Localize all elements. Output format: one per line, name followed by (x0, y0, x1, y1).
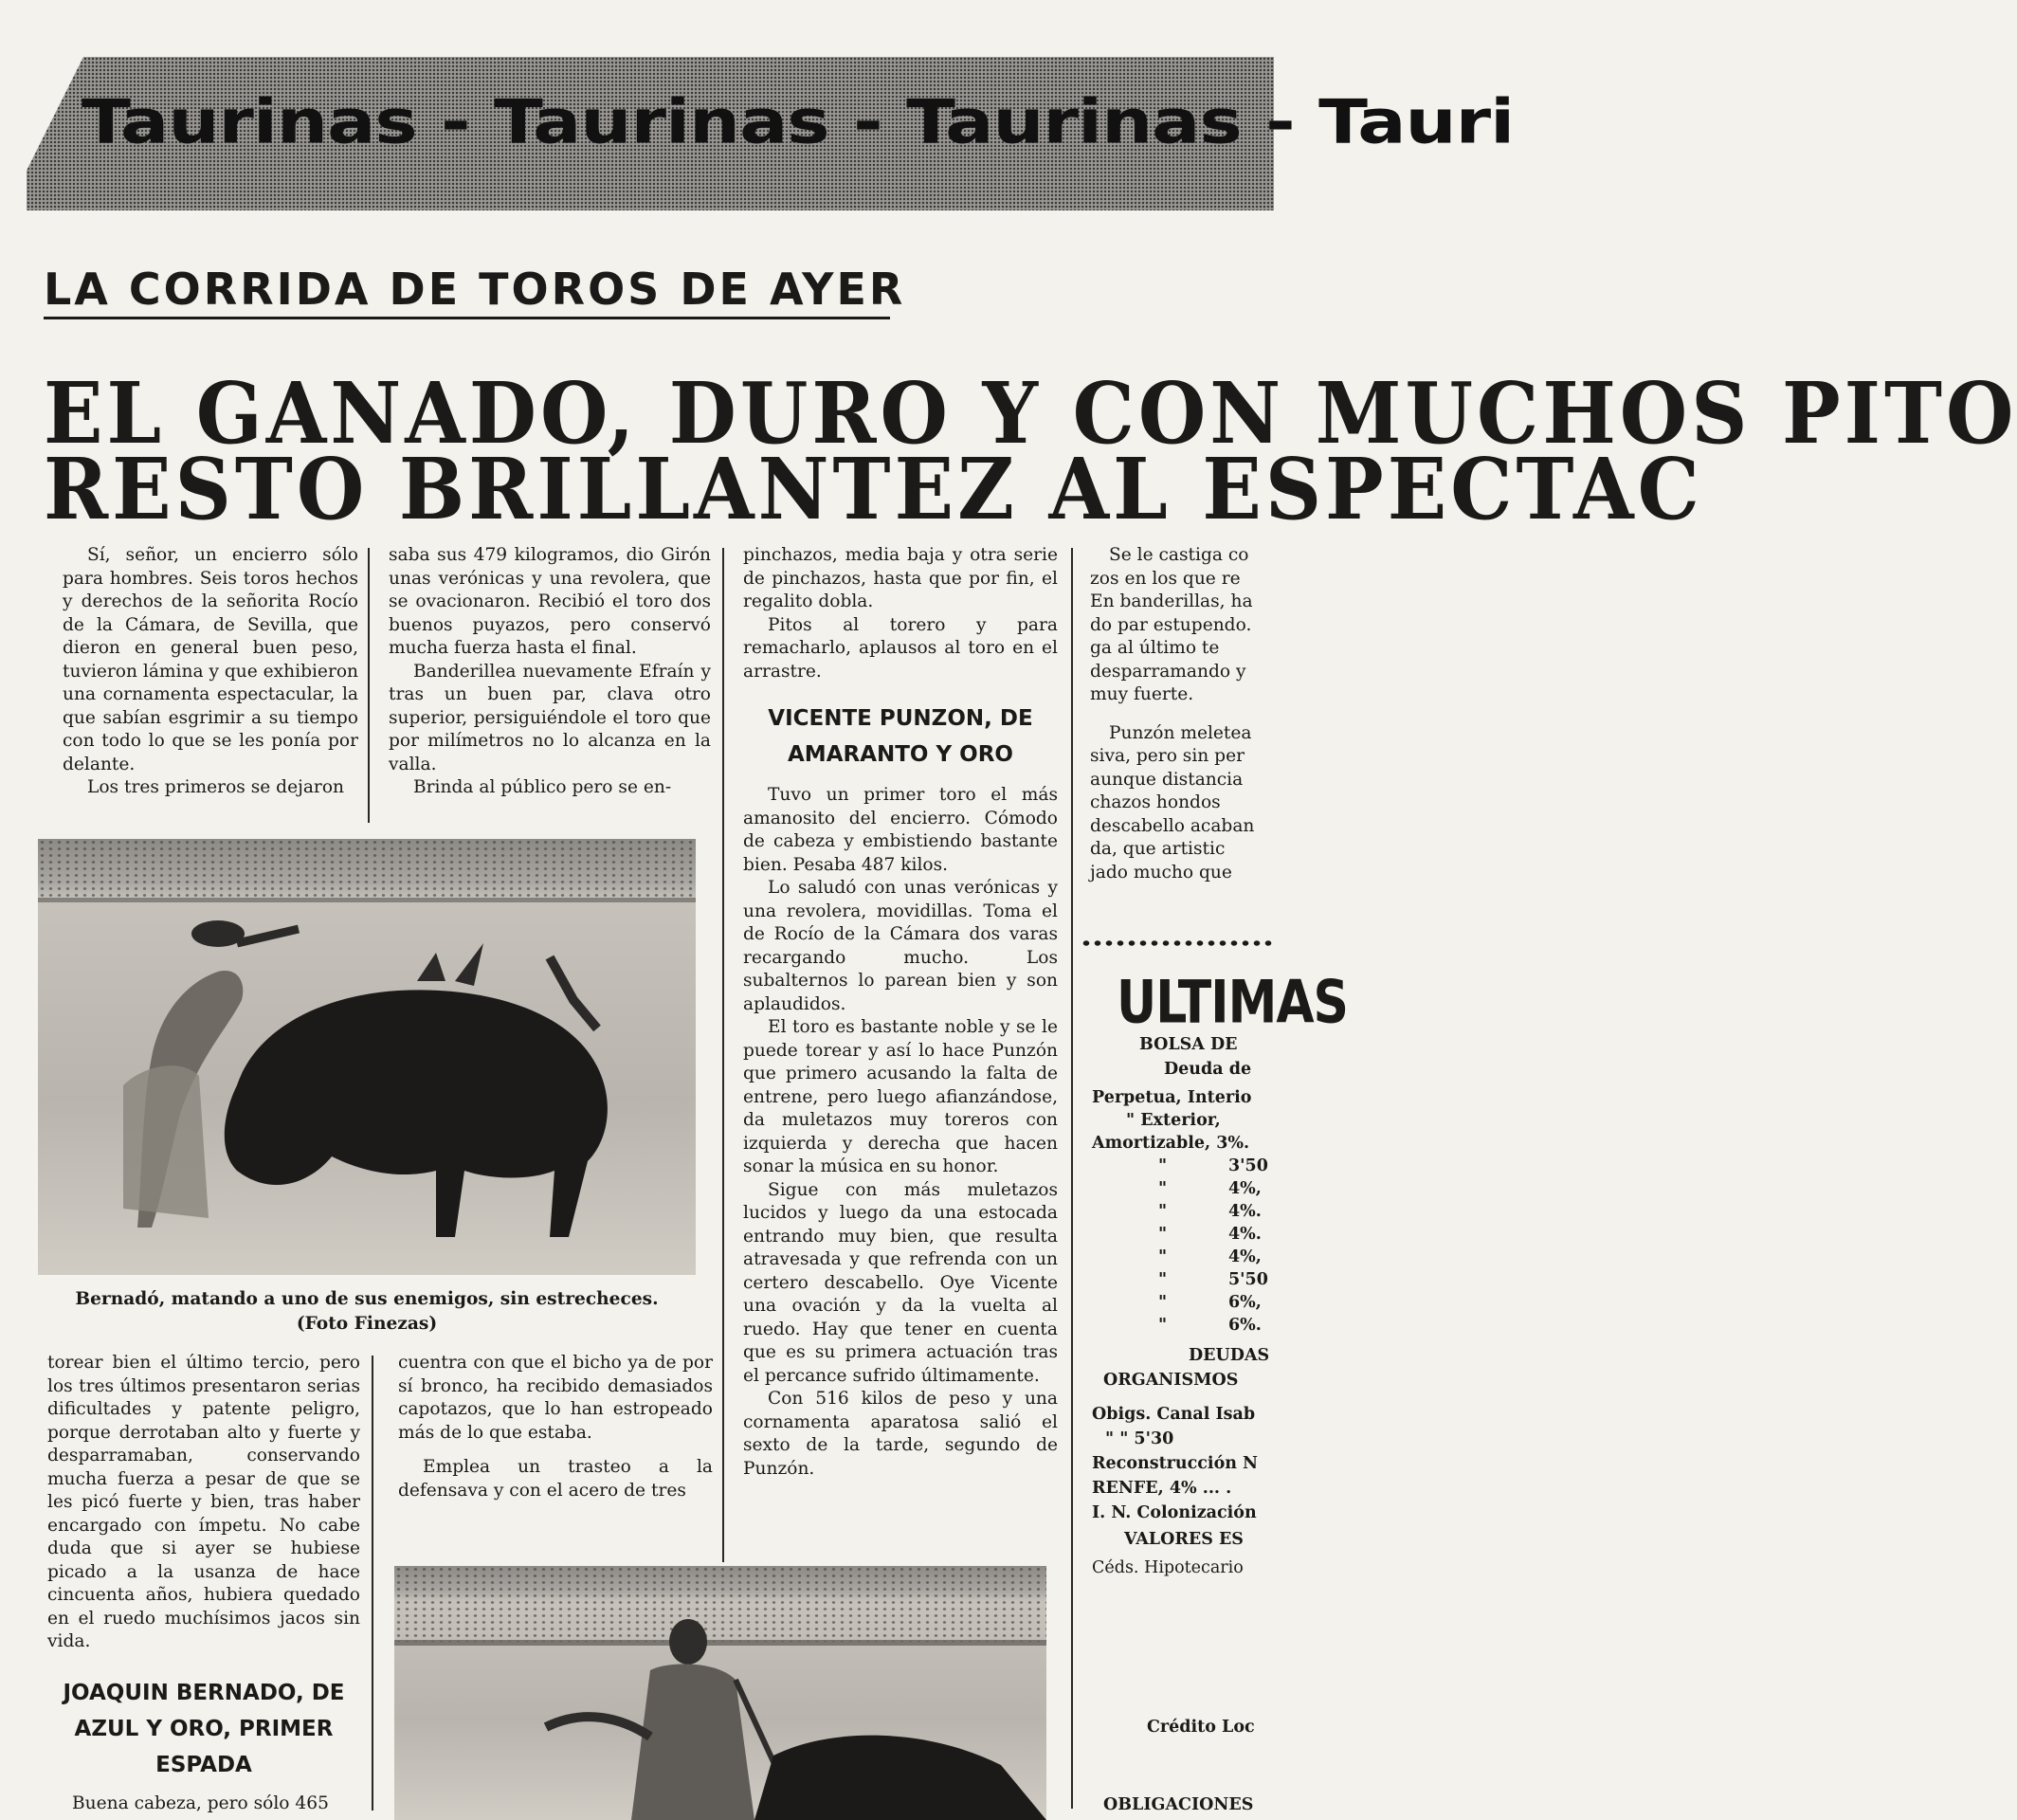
market-row (1092, 1202, 1274, 1225)
caption-line: Bernadó, matando a uno de sus enemigos, sin estrecheces. (75, 1289, 659, 1309)
rate: 6%. (1228, 1316, 1262, 1335)
paragraph: saba sus 479 kilogramos, dio Girón unas verónicas y una revolera, que se ovacionaron. Recibió el toro dos buenos puyazos, pero conservó mucha fuerza hasta el final. (389, 545, 711, 658)
ditto: " (1158, 1270, 1168, 1289)
rate: 4%, (1228, 1179, 1262, 1198)
text-line: En banderillas, ha (1090, 592, 1253, 611)
paragraph: Los tres primeros se dejaron (87, 777, 344, 797)
paragraph: Sigue con más muletazos lucidos y luego da una estocada entrando muy bien, que resulta atravesada y que refrenda con un certero descabello. Oye Vicente una ovación y da la vuelta al ruedo. Hay que tener en cuenta que es su primera actuación tras el percance sufrido últimamente. (743, 1179, 1058, 1386)
ditto: " (1158, 1225, 1168, 1244)
text-line: chazos hondos (1090, 792, 1221, 812)
subheading-line: JOAQUIN BERNADO, DE (63, 1680, 345, 1705)
column-1-bottom (47, 1352, 360, 1815)
text-line: muy fuerte. (1090, 684, 1194, 704)
banner-torn-corner (27, 57, 83, 171)
paragraph: Buena cabeza, pero sólo 465 (72, 1793, 329, 1813)
column-3 (743, 544, 1058, 1481)
ditto: " (1158, 1156, 1168, 1175)
markets-credito: Crédito Loc (1147, 1718, 1255, 1737)
markets-table-1 (1092, 1088, 1274, 1338)
text-line: Se le castiga co (1109, 545, 1249, 565)
markets-organismos: ORGANISMOS (1103, 1371, 1239, 1390)
rate: 3'50 (1228, 1156, 1268, 1175)
paragraph: Banderillea nuevamente Efraín y tras un buen par, clava otro superior, persiguiéndole el toro que por milímetros no lo alcanza en la valla. (389, 661, 711, 774)
paragraph: torear bien el último tercio, pero los tres últimos presentaron serias dificultades y patente peligro, porque derrotaban alto y fuerte y desparramaban, conservando mucha fuerza a pesar de que se les picó fuerte y bien, tras haber encargado con ímpetu. No cabe duda que si ayer se hubiese picado a la usanza de hace cincuenta años, hubiera quedado en el ruedo muchísimos jacos sin vida. (47, 1353, 360, 1651)
matador-figure (394, 1566, 1046, 1820)
market-row (1092, 1247, 1274, 1270)
text-line: do par estupendo. (1090, 614, 1252, 635)
market-row (1092, 1156, 1274, 1179)
market-row (1092, 1293, 1274, 1316)
bull-and-matador-figure (38, 839, 696, 1275)
market-row: I. N. Colonización (1092, 1503, 1257, 1522)
ditto: " (1158, 1293, 1168, 1312)
photo-bullfight-punzon (394, 1566, 1046, 1820)
market-row: Obigs. Canal Isab (1092, 1405, 1256, 1424)
market-row: Perpetua, Interio (1092, 1088, 1252, 1107)
subheading-line: VICENTE PUNZON, DE (768, 706, 1033, 731)
kicker-heading: LA CORRIDA DE TOROS DE AYER (44, 264, 906, 315)
text-line: ga al último te (1090, 638, 1220, 658)
headline-line-1: EL GANADO, DURO Y CON MUCHOS PITO (44, 365, 2017, 464)
column-divider (722, 548, 724, 1562)
section-banner (27, 57, 1515, 210)
rate: 4%. (1228, 1225, 1262, 1244)
caption-credit: (Foto Finezas) (296, 1314, 438, 1334)
text-line: siva, pero sin per (1090, 746, 1245, 766)
rate: 4%, (1228, 1247, 1262, 1266)
rate: 6%, (1228, 1293, 1262, 1312)
photo-caption (38, 1287, 696, 1337)
markets-deuda: Deuda de (1164, 1060, 1252, 1079)
text-line: jado mucho que (1090, 862, 1232, 883)
paragraph: Lo saludó con unas verónicas y una revolera, movidillas. Toma el de Rocío de la Cámara dos varas recargando mucho. Los subalternos lo parean bien y son aplaudidos. (743, 878, 1058, 1014)
column-1-top (63, 544, 358, 800)
markets-table-2 (1092, 1405, 1274, 1528)
market-row: " " 5'30 (1105, 1429, 1174, 1448)
paragraph: Sí, señor, un encierro sólo para hombres. Seis toros hechos y derechos de la señorita Rocío de la Cámara, de Sevilla, que dieron en general buen peso, tuvieron lámina y que exhibieron una cornamenta espectacular, la que sabían esgrimir a su tiempo con todo lo que se les ponía por delante. (63, 545, 358, 774)
dotted-separator (1081, 938, 1274, 948)
column-divider (368, 548, 370, 823)
column-4-top (1090, 544, 1274, 884)
market-row (1092, 1270, 1274, 1293)
paragraph: Emplea un trasteo a la defensava y con el acero de tres (398, 1457, 713, 1501)
markets-valores: VALORES ES (1124, 1530, 1244, 1549)
markets-obligaciones: OBLIGACIONES (1103, 1795, 1254, 1814)
column-divider (372, 1356, 373, 1811)
text-line: Punzón meletea (1109, 722, 1252, 743)
markets-bolsa: BOLSA DE (1139, 1035, 1238, 1054)
subheading-bernado (47, 1675, 360, 1783)
column-2-top (389, 544, 711, 800)
paragraph: El toro es bastante noble y se le puede torear y así lo hace Punzón que primero acusando la falta de entrene, pero luego afianzándose, da muletazos muy toreros con izquierda y derecha que hacen sonar la música en su honor. (743, 1017, 1058, 1176)
photo-bullfight-bernado (38, 839, 696, 1275)
ditto: " (1158, 1202, 1168, 1221)
rate: 4%. (1228, 1202, 1262, 1221)
market-row (1092, 1316, 1274, 1338)
market-row: RENFE, 4% ... . (1092, 1479, 1232, 1498)
banner-text: Taurinas - Taurinas - Taurinas - Tauri (82, 85, 1515, 157)
ditto: " (1158, 1179, 1168, 1198)
text-line: descabello acaban (1090, 815, 1255, 836)
markets-cedulas: Céds. Hipotecario (1092, 1558, 1244, 1577)
kicker-underline (44, 317, 890, 319)
text-line: desparramando y (1090, 661, 1246, 682)
headline-line-2: RESTO BRILLANTEZ AL ESPECTAC (44, 441, 1703, 539)
subheading-line: AZUL Y ORO, PRIMER (74, 1716, 334, 1741)
market-row: " Exterior, (1126, 1111, 1221, 1130)
subheading-line: AMARANTO Y ORO (788, 742, 1013, 767)
paragraph: Brinda al público pero se en- (413, 777, 672, 797)
paragraph: Con 516 kilos de peso y una cornamenta aparatosa salió el sexto de la tarde, segundo de Punzón. (743, 1389, 1058, 1479)
rate: 5'50 (1228, 1270, 1268, 1289)
market-row: Amortizable, 3%. (1092, 1134, 1250, 1153)
subheading-line: ESPADA (155, 1752, 252, 1777)
paragraph: Pitos al torero y para remacharlo, aplausos al toro en el arrastre. (743, 614, 1058, 682)
column-divider (1071, 548, 1073, 1809)
market-row (1092, 1179, 1274, 1202)
paragraph: cuentra con que el bicho ya de por sí bronco, ha recibido demasiados capotazos, que lo han estropeado más de lo que estaba. (398, 1353, 713, 1443)
paragraph: Tuvo un primer toro el más amanosito del encierro. Cómodo de cabeza y embistiendo bastante bien. Pesaba 487 kilos. (743, 785, 1058, 875)
text-line: da, que artistic (1090, 839, 1226, 859)
column-2-bottom (398, 1352, 713, 1502)
ditto: " (1158, 1247, 1168, 1266)
markets-title: ULTIMAS (1117, 969, 1349, 1037)
market-row (1092, 1225, 1274, 1247)
ditto: " (1158, 1316, 1168, 1335)
subheading-punzon (743, 701, 1058, 773)
market-row: Reconstrucción N (1092, 1454, 1259, 1473)
text-line: zos en los que re (1090, 568, 1241, 589)
markets-deudas: DEUDAS (1189, 1346, 1270, 1365)
text-line: aunque distancia (1090, 769, 1244, 790)
paragraph: pinchazos, media baja y otra serie de pinchazos, hasta que por fin, el regalito dobla. (743, 545, 1058, 611)
